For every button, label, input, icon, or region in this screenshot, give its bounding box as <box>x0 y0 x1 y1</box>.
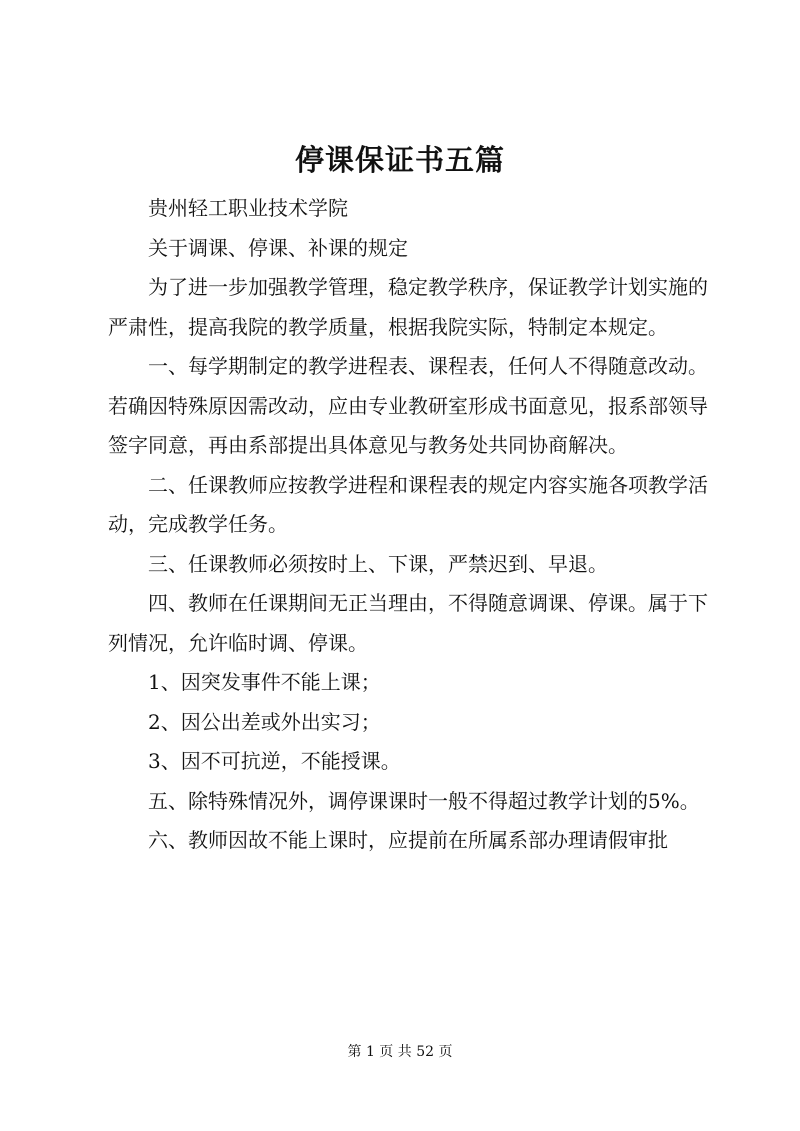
document-title: 停课保证书五篇 <box>294 143 505 177</box>
paragraph-rule-2: 二、任课教师应按教学进程和课程表的规定内容实施各项教学活动，完成教学任务。 <box>108 472 708 536</box>
paragraph-school-name: 贵州轻工职业技术学院 <box>148 196 348 220</box>
document-body <box>108 189 708 861</box>
paragraph-intro: 为了进一步加强教学管理，稳定教学秩序，保证教学计划实施的严肃性，提高我院的教学质量，根据我院实际，特制定本规定。 <box>108 275 708 339</box>
page-footer: 第 1 页 共 52 页 <box>347 1044 453 1060</box>
paragraph-case-1: 1、因突发事件不能上课； <box>148 670 381 694</box>
paragraph-rule-3: 三、任课教师必须按时上、下课，严禁迟到、早退。 <box>148 551 608 576</box>
paragraph-rule-1: 一、每学期制定的教学进程表、课程表，任何人不得随意改动。若确因特殊原因需改动，应由专业教研室形成书面意见，报系部领导签字同意，再由系部提出具体意见与教务处共同协商解决。 <box>108 354 708 457</box>
paragraph-rule-6: 六、教师因故不能上课时，应提前在所属系部办理请假审批 <box>148 828 668 852</box>
paragraph-case-3: 3、因不可抗逆，不能授课。 <box>148 749 401 773</box>
paragraph-rule-5: 五、除特殊情况外，调停课课时一般不得超过教学计划的5%。 <box>148 788 700 813</box>
paragraph-regulation-title: 关于调课、停课、补课的规定 <box>148 235 408 260</box>
paragraph-case-2: 2、因公出差或外出实习； <box>148 709 381 734</box>
paragraph-rule-4: 四、教师在任课期间无正当理由，不得随意调课、停课。属于下列情况，允许临时调、停课。 <box>108 591 708 655</box>
